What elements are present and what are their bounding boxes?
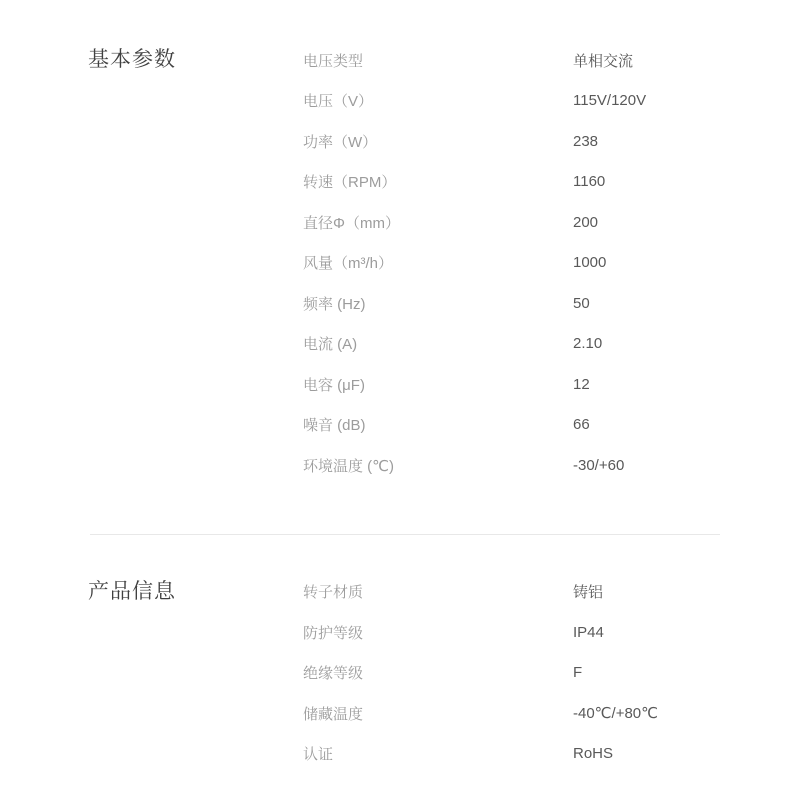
spec-label: 环境温度 (℃) <box>303 457 395 475</box>
spec-row <box>303 405 720 446</box>
spec-label: 绝缘等级 <box>303 665 364 683</box>
section-title-product-info: 产品信息 <box>88 579 176 603</box>
spec-row <box>303 445 720 486</box>
spec-label: 转速（RPM） <box>303 174 397 192</box>
spec-row <box>303 162 720 203</box>
spec-value: 1000 <box>573 254 607 272</box>
spec-row <box>303 653 720 694</box>
section-product-info <box>88 572 720 775</box>
spec-value: 66 <box>573 416 590 434</box>
spec-row <box>303 121 720 162</box>
spec-label: 电流 (A) <box>303 336 358 354</box>
spec-row <box>303 693 720 734</box>
spec-value: 50 <box>573 294 590 312</box>
spec-row <box>303 40 720 81</box>
spec-label: 频率 (Hz) <box>303 295 366 313</box>
spec-value: 铸铝 <box>573 584 604 602</box>
spec-value: RoHS <box>573 745 614 763</box>
spec-value: F <box>573 664 583 682</box>
spec-value: 238 <box>573 132 599 150</box>
spec-label: 噪音 (dB) <box>303 417 366 435</box>
spec-label: 防护等级 <box>303 624 364 642</box>
spec-value: 单相交流 <box>573 52 634 70</box>
spec-table <box>88 40 720 774</box>
spec-row <box>303 202 720 243</box>
spec-value: 12 <box>573 375 590 393</box>
spec-label: 电压类型 <box>303 52 364 70</box>
section-divider <box>90 534 720 535</box>
spec-label: 风量（m³/h） <box>303 255 394 273</box>
spec-value: 2.10 <box>573 335 603 353</box>
spec-value: 115V/120V <box>573 92 647 110</box>
product-info-rows <box>303 572 720 775</box>
spec-row <box>303 734 720 775</box>
basic-parameters-rows <box>303 40 720 486</box>
spec-label: 转子材质 <box>303 584 364 602</box>
section-title-basic-parameters: 基本参数 <box>88 48 176 71</box>
spec-label: 直径Φ（mm） <box>303 214 400 232</box>
spec-value: IP44 <box>573 623 604 641</box>
spec-row <box>303 364 720 405</box>
spec-label: 电容 (μF) <box>303 376 365 394</box>
spec-row <box>303 572 720 613</box>
spec-value: 200 <box>573 213 599 231</box>
spec-label: 认证 <box>303 746 334 764</box>
spec-value: -30/+60 <box>573 456 625 474</box>
spec-row <box>303 283 720 324</box>
spec-value: 1160 <box>573 173 606 191</box>
section-basic-parameters <box>88 40 720 486</box>
spec-row <box>303 243 720 284</box>
spec-row <box>303 324 720 365</box>
spec-row <box>303 612 720 653</box>
spec-value: -40℃/+80℃ <box>573 705 658 723</box>
spec-row <box>303 81 720 122</box>
spec-label: 储藏温度 <box>303 705 364 723</box>
spec-label: 电压（V） <box>303 93 374 111</box>
spec-label: 功率（W） <box>303 133 378 151</box>
